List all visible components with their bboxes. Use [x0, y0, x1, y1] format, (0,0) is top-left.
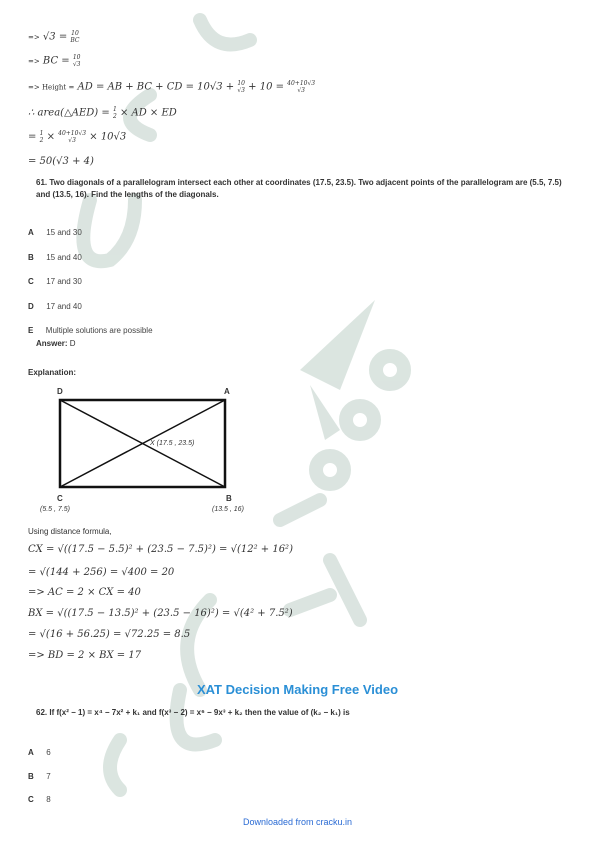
q61-text — [36, 177, 576, 201]
prev-solution-line6: = 50(√3 + 4) — [28, 156, 94, 167]
prev-solution-line5: = 1 2 × 40+10√3 √3 × 10√3 — [28, 130, 127, 144]
calc-bx: BX = √((17.5 − 13.5)² + (23.5 − 16)²) = √(4² + 7.5²) — [28, 608, 293, 619]
q61-option-e[interactable]: E Multiple solutions are possible — [28, 326, 153, 335]
q62-option-b[interactable]: B 7 — [28, 772, 51, 781]
xat-video-link[interactable]: XAT Decision Making Free Video — [196, 682, 399, 697]
label-c: C — [57, 494, 63, 503]
calc-bx-result: = √(16 + 56.25) = √72.25 = 8.5 — [28, 629, 191, 640]
label-a: A — [224, 387, 230, 396]
q61-option-a[interactable]: A 15 and 30 — [28, 228, 82, 237]
q62-text — [36, 708, 576, 717]
footer-download-link[interactable]: Downloaded from cracku.in — [242, 817, 353, 827]
coord-c: (5.5 , 7.5) — [40, 506, 70, 513]
q61-option-b[interactable]: B 15 and 40 — [28, 253, 82, 262]
q62-number: 62. — [36, 708, 48, 717]
coord-b: (13.5 , 16) — [212, 506, 244, 513]
calc-bd: => BD = 2 × BX = 17 — [28, 650, 142, 661]
q61-option-d[interactable]: D 17 and 40 — [28, 302, 82, 311]
calc-ac: => AC = 2 × CX = 40 — [28, 587, 141, 598]
using-distance-formula: Using distance formula, — [28, 527, 112, 536]
center-label: X (17.5 , 23.5) — [150, 440, 195, 447]
prev-solution-line1: => √3 = 10 BC — [28, 30, 80, 44]
prev-solution-line2: => BC = 10 √3 — [28, 54, 81, 68]
prev-solution-line3: => Height = AD = AB + BC + CD = 10√3 + 10 √3 + 10 = 40+10√3 √3 — [28, 80, 316, 94]
q61-option-c[interactable]: C 17 and 30 — [28, 277, 82, 286]
q62-body: If f(x² − 1) = x⁴ − 7x² + k₁ and f(x³ − 2) = x⁶ − 9x³ + k₂ then the value of (k₂ − k₁) is — [49, 708, 350, 717]
label-d: D — [57, 387, 63, 396]
label-b: B — [226, 494, 232, 503]
q62-option-a[interactable]: A 6 — [28, 748, 51, 757]
calc-cx-result: = √(144 + 256) = √400 = 20 — [28, 567, 175, 578]
explanation-label: Explanation: — [28, 368, 77, 377]
q61-body: Two diagonals of a parallelogram intersect each other at coordinates (17.5, 23.5). Two adjacent points of the parallelogram are (5.5, 7.5) and (13.5, 16). Find the lengths of the diagonals. — [36, 178, 562, 199]
q61-answer: Answer: D — [36, 339, 76, 348]
calc-cx: CX = √((17.5 − 5.5)² + (23.5 − 7.5)²) = √(12² + 16²) — [28, 544, 293, 555]
q61-answer-value: D — [69, 339, 76, 348]
q62-option-c[interactable]: C 8 — [28, 795, 51, 804]
parallelogram-diagram — [40, 380, 280, 520]
prev-solution-line4: ∴ area(△AED) = 1 2 × AD × ED — [28, 106, 177, 120]
q61-number: 61. — [36, 178, 48, 187]
